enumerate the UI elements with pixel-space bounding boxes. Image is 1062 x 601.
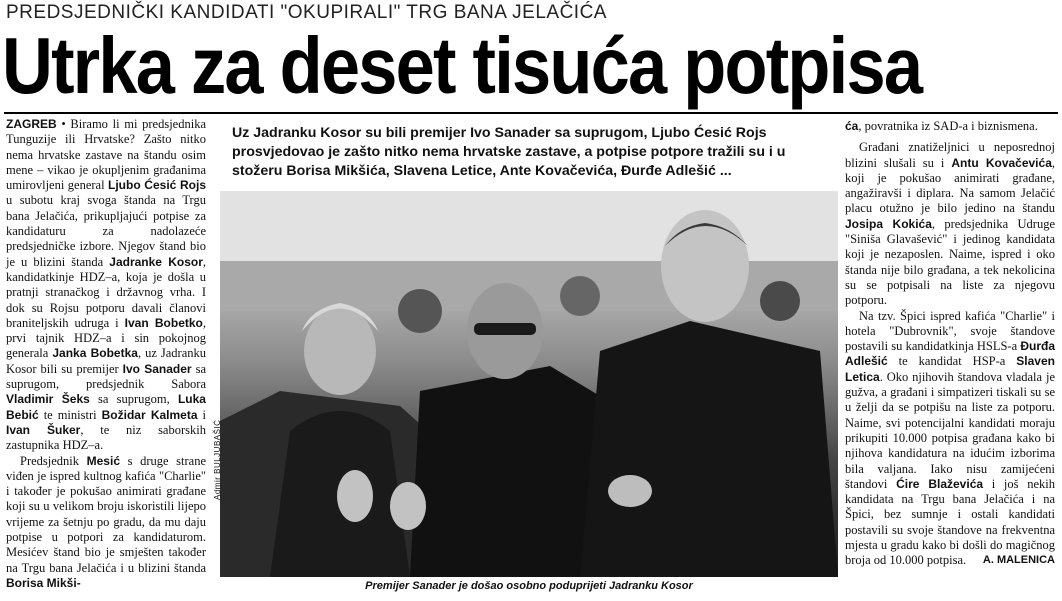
text: i: [197, 407, 206, 422]
name: Đurđa Adlešić: [845, 339, 1055, 369]
text: , predsjednika Udruge "Siniša Glavašević" i jedinog kandidata koji je nezaposlen. Naime, ispred i oko štanda nije bilo građana, a tek nekolicina su se potpisali na liste za njegovu potporu.: [845, 216, 1055, 308]
name: Borisa Mikši-: [6, 575, 81, 590]
headline-rule: [4, 112, 1058, 114]
text: , povratnika iz SAD-a i biznismena.: [858, 119, 1038, 133]
name: Božidar Kalmeta: [101, 407, 198, 422]
name: Slaven Letica: [845, 354, 1055, 384]
left-paragraph-2: [6, 454, 206, 592]
name: Vladimir Šeks: [6, 392, 90, 407]
name: Ćire Blaževića: [896, 476, 984, 491]
left-column: [6, 117, 206, 591]
right-paragraph-1: [845, 119, 1055, 134]
text: , prvi tajnik HDZ–a i sin pokojnog generala: [6, 315, 206, 361]
text: sa suprugom, predsjednik Sabora: [6, 361, 206, 392]
name: ća: [845, 119, 859, 133]
name: Jadranke Kosor: [109, 254, 203, 269]
lead-paragraph: Uz Jadranku Kosor su bili premijer Ivo Sanader sa suprugom, Ljubo Ćesić Rojs prosvjedovao je zašto nitko nema hrvatske zastave, a potpise potpore tražili su i u stožeru Borisa Mikšića, Slavena Letice, Ante Kovačevića, Đurđe Adlešić ...: [232, 125, 786, 179]
text: • Biramo li mi predsjednika Tunguzije ili Hrvatske? Zašto nitko nema hrvatske zastave na štandu osim mene – vikao je okupljenim građanima umirovljeni general: [6, 117, 206, 193]
right-column: [845, 119, 1055, 569]
name: Ivo Sanader: [122, 361, 192, 376]
right-paragraph-2: [845, 140, 1055, 308]
right-paragraph-3: [845, 309, 1055, 569]
text: , uz Jadranku Kosor bili su premijer: [6, 346, 207, 376]
text: . Oko njihovih štandova vladala je gužva, a građani i simpatizeri tiskali su se u želji da se potpišu na liste za potporu. Naime, svi potencijalni kandidati moraju prikupiti 10.000 potpisa građana kako bi njihova kandidatura na idućim izborima bila valjana. Iako nisu zamijećeni štandovi: [845, 369, 1055, 491]
name: Luka Bebić: [6, 392, 206, 422]
name: Ljubo Ćesić Rojs: [108, 178, 206, 193]
name: Josipa Kokića: [845, 216, 932, 231]
text: i još nekih kandidata na Trgu bana Jelačića i na Špici, bez sumnje i ostali kandidati postavili su svoje štandove na frekventna mjesta u gradu kako bi došli do magičnog broja od 10.000 potpisa.: [845, 476, 1055, 568]
name: Antu Kovačevića: [951, 155, 1052, 170]
left-paragraph-1: [6, 117, 206, 454]
name: Janka Bobetka: [52, 346, 138, 361]
text: u subotu kraj svoga štanda na Trgu bana Jelačića, prikupljajući potpise za kandidaturu za nadolazeće predsjedničke izbore. Njegov štand bio je u blizini štanda: [6, 193, 206, 269]
news-photo: [220, 191, 838, 577]
dateline: ZAGREB: [6, 117, 57, 131]
text: s druge strane viđen je ispred kultnog kafića "Charlie" i također je pokušao animirati građane koji su u velikom broju iskoristili lijepo vrijeme za šetnju po gradu, da mu daju potpise u potpori za kandidaturom. Mesićev štand bio je smješten također na Trgu bana Jelačića i u blizini štanda: [6, 453, 206, 575]
photo-credit: Admir BULJUBAŠIĆ: [213, 419, 222, 500]
photo-caption: Premijer Sanader je došao osobno poduprijeti Jadranku Kosor: [365, 580, 693, 592]
headline: Utrka za deset tisuća potpisa: [2, 21, 922, 110]
text: , koji je pokušao animirati građane, angažiravši i diplara. Na samom Jelačić placu otužno je bilo jedino na štandu: [845, 155, 1055, 216]
name: Ivan Bobetko: [124, 315, 203, 330]
text: , te niz saborskih zastupnika HDZ–a.: [6, 422, 206, 453]
text: Građani znatiželjnici u neposrednoj blizini slušali su i: [845, 140, 1055, 170]
text: te ministri: [38, 407, 102, 422]
text: sa suprugom,: [89, 392, 178, 407]
kicker: PREDSJEDNIČKI KANDIDATI "OKUPIRALI" TRG BANA JELAČIĆA: [6, 2, 607, 23]
text: Na tzv. Špici ispred kafića "Charlie" i hotela "Dubrovnik", svoje štandove postavili su kandidatkinja HSLS-a: [845, 308, 1055, 354]
text: , kandidatkinje HDZ–a, koja je došla u pratnji stranačkog i državnog vrha. I dok su Rojsu potporu davali članovi braniteljskih udruga i: [6, 254, 206, 330]
text: Predsjednik: [20, 453, 87, 468]
name: Ivan Šuker: [6, 422, 81, 437]
text: te kandidat HSP-a: [887, 354, 1017, 369]
photo-illustration: [220, 191, 838, 577]
name: Mesić: [86, 453, 120, 468]
byline: A. MALENICA: [982, 554, 1055, 567]
